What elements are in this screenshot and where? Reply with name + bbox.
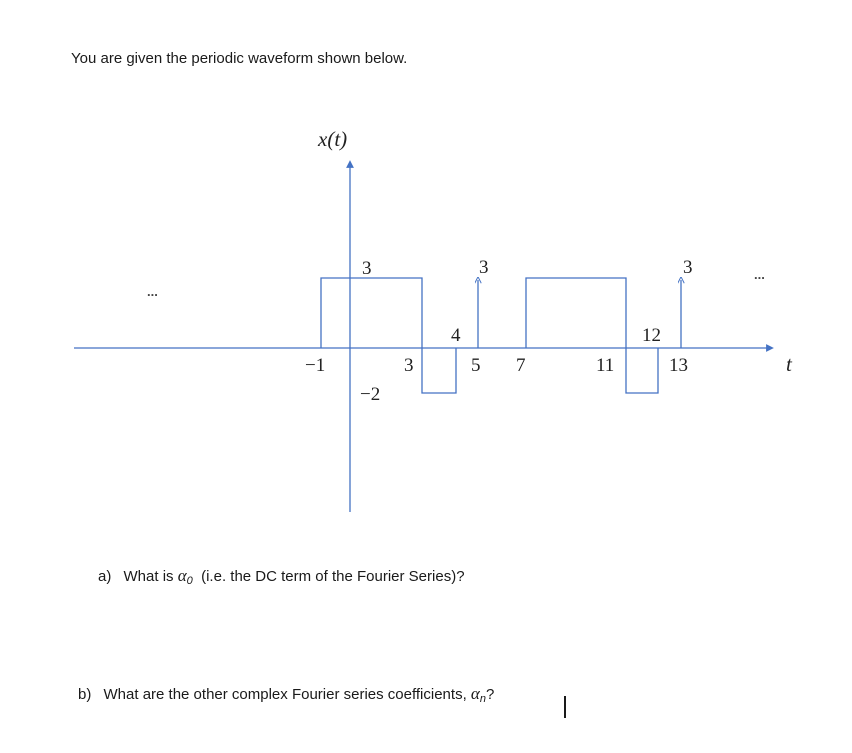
tick-label-3: 3 — [404, 355, 414, 376]
text-cursor — [564, 696, 566, 718]
impulse-label-13: 3 — [683, 257, 693, 278]
tick-label-4: 4 — [451, 325, 461, 346]
tick-label-5: 5 — [471, 355, 481, 376]
question-b-label: b) — [78, 686, 92, 703]
alpha-n-subscript: n — [479, 693, 486, 705]
question-b-text-after: ? — [485, 686, 495, 703]
question-a-text-before: What is — [123, 568, 174, 585]
alpha-symbol: α — [177, 566, 187, 585]
level-label-neg2: −2 — [360, 384, 381, 405]
waveform-segment-2 — [526, 278, 658, 393]
tick-label-neg1: −1 — [305, 355, 326, 376]
question-b — [78, 684, 494, 705]
tick-label-13: 13 — [669, 355, 688, 376]
y-axis-label: x(t) — [318, 127, 348, 151]
tick-label-12: 12 — [642, 325, 661, 346]
tick-label-7: 7 — [516, 355, 526, 376]
ellipsis-right: ... — [754, 267, 765, 282]
x-axis-label: t — [786, 352, 792, 376]
ellipsis-left: ... — [147, 284, 158, 299]
problem-intro: You are given the periodic waveform shown below. — [71, 50, 408, 67]
alpha-n-symbol: α — [470, 684, 480, 703]
question-a-text-after: (i.e. the DC term of the Fourier Series)? — [201, 568, 465, 585]
alpha-subscript: 0 — [186, 575, 193, 587]
impulse-label-5: 3 — [479, 257, 489, 278]
waveform-segment-1 — [321, 278, 456, 393]
question-a-label: a) — [98, 568, 112, 585]
question-a — [98, 566, 465, 587]
tick-label-11: 11 — [596, 355, 615, 376]
level-label-3: 3 — [362, 258, 372, 279]
question-b-text-before: What are the other complex Fourier series coefficients, — [103, 686, 467, 703]
